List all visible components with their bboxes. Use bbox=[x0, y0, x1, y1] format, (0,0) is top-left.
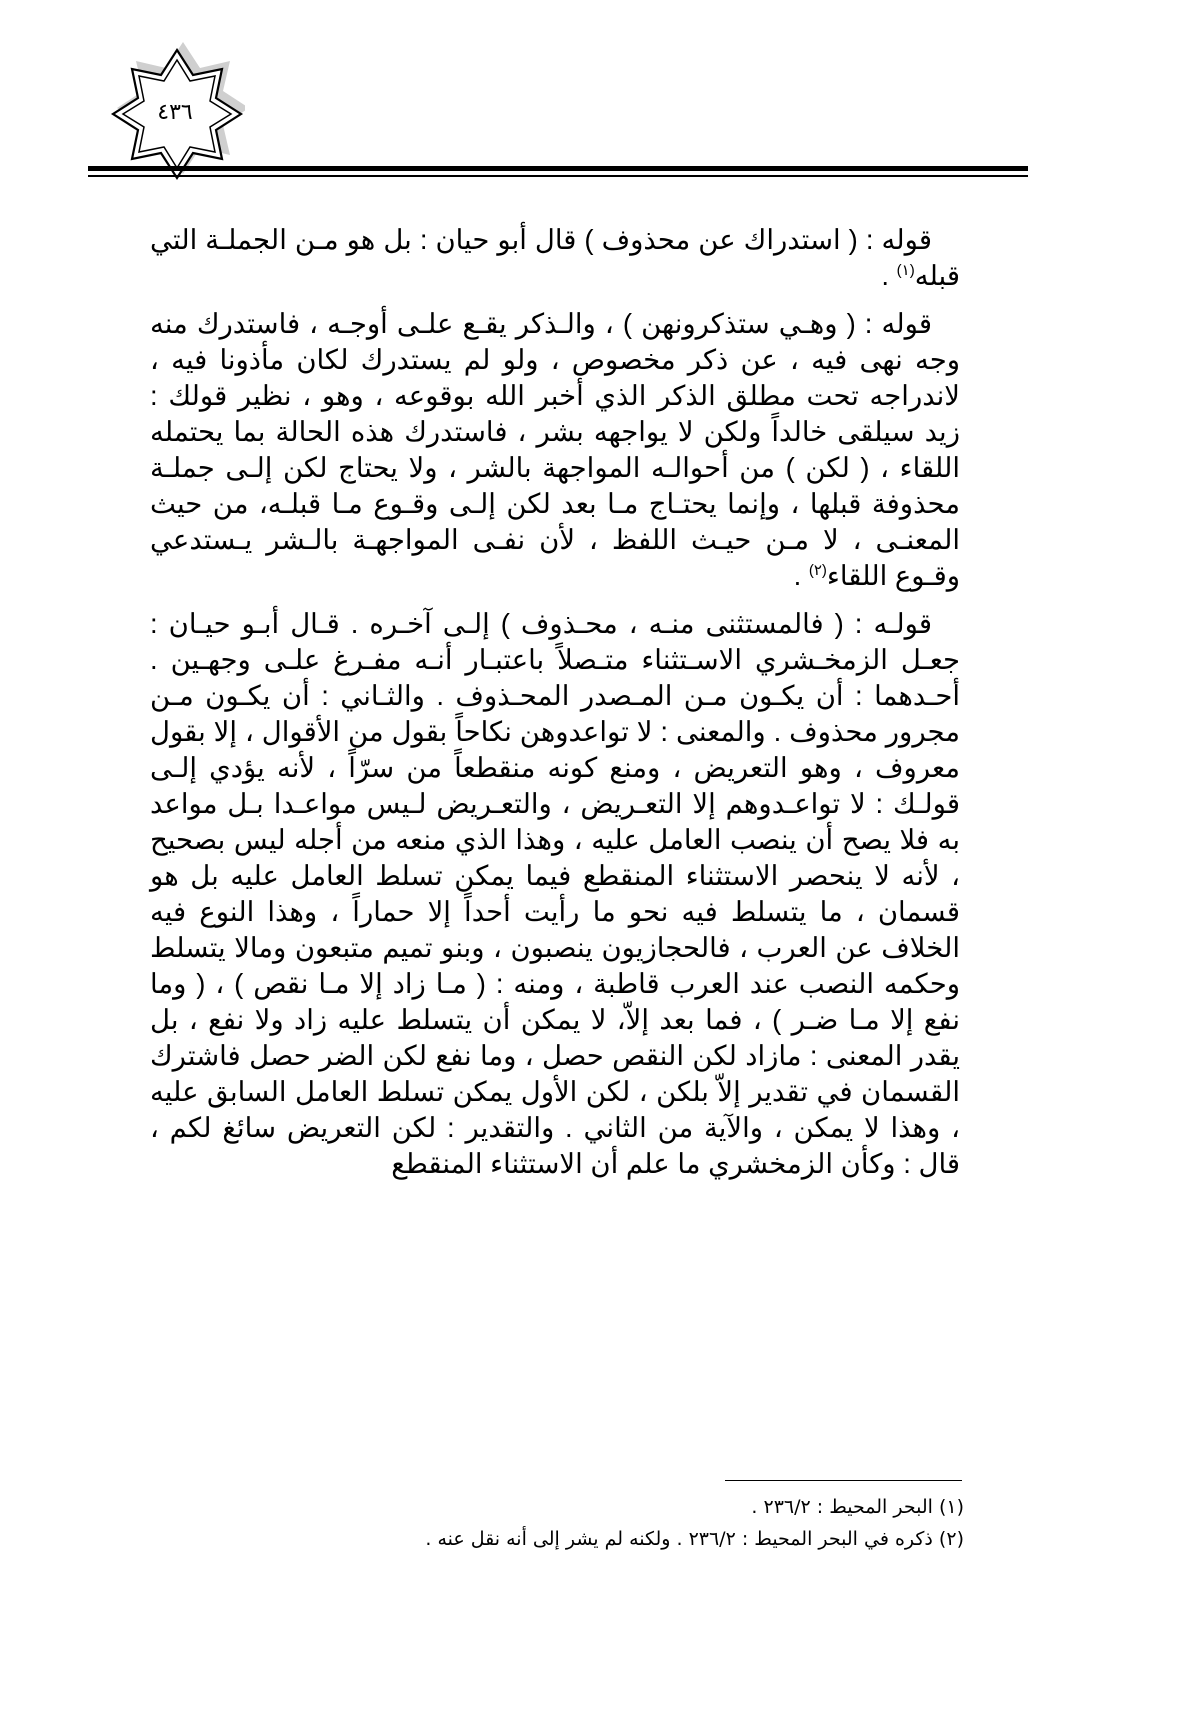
paragraph-end: . bbox=[793, 560, 809, 591]
footnote: (٢) ذكره في البحر المحيط : ٢٣٦/٢ . ولكنه لم يشر إلى أنه نقل عنه . bbox=[425, 1528, 964, 1550]
footnote-separator bbox=[725, 1480, 962, 1481]
paragraph bbox=[150, 222, 960, 294]
header-rule-thin bbox=[88, 175, 1028, 177]
body-text bbox=[150, 222, 960, 1194]
footnote: (١) البحر المحيط : ٢٣٦/٢ . bbox=[751, 1496, 964, 1518]
page-number-badge bbox=[105, 42, 245, 182]
paragraph-text: قولـه : ( فالمستثنى منـه ، محـذوف ) إلـى آخـره . قـال أبـو حيـان : جعـل الزمخـشري الاسـتثناء متـصلاً باعتبـار أنـه مفـرغ علـى وجهـين . أحـدهما : أن يكـون مـن المـصدر المحـذوف . والثـاني : أن يكـون مـن مجرور محذوف . والمعنى : لا تواعدوهن نكاحاً بقول من الأقوال ، إلا بقول معروف ، وهو التعريض ، ومنع كونه منقطعاً من سرّاً ، لأنه يؤدي إلـى قولـك : لا تواعـدوهم إلا التعـريض ، والتعـريض لـيس مواعـدا بـل مواعد به فلا يصح أن ينصب العامل عليه ، وهذا الذي منعه من أجله ليس بصحيح ، لأنه لا ينحصر الاستثناء المنقطع فيما يمكن تسلط العامل عليه بل هو قسمان ، ما يتسلط فيه نحو ما رأيت أحداً إلا حماراً ، وهذا النوع فيه الخلاف عن العرب ، فالحجازيون ينصبون ، وبنو تميم متبعون ومالا يتسلط وحكمه النصب عند العرب قاطبة ، ومنه : ( مـا زاد إلا مـا نقص ) ، ( وما نفع إلا مـا ضـر ) ، فما بعد إلاّ، لا يمكن أن يتسلط عليه زاد ولا نفع ، بل يقدر المعنى : مازاد لكن النقص حصل ، وما نفع لكن الضر حصل فاشترك القسمان في تقدير إلاّ بلكن ، لكن الأول يمكن تسلط العامل السابق عليه ، وهذا لا يمكن ، والآية من الثاني . والتقدير : لكن التعريض سائغ لكم ، قال : وكأن الزمخشري ما علم أن الاستثناء المنقطع bbox=[150, 608, 960, 1179]
page-number: ٤٣٦ bbox=[157, 99, 193, 125]
header-rule-thick bbox=[88, 166, 1028, 171]
paragraph-text: قوله : ( استدراك عن محذوف ) قال أبو حيان : بل هو مـن الجملـة التي قبله bbox=[150, 224, 960, 291]
paragraph bbox=[150, 306, 960, 594]
paragraph-end: . bbox=[881, 260, 897, 291]
paragraph bbox=[150, 606, 960, 1182]
paragraph-text: قوله : ( وهـي ستذكرونهن ) ، والـذكر يقـع علـى أوجـه ، فاستدرك منه وجه نهى فيه ، عن ذكر مخصوص ، ولو لم يستدرك لكان مأذونا فيه ، لاندراجه تحت مطلق الذكر الذي أخبر الله بوقوعه ، وهو ، نظير قولك : زيد سيلقى خالداً ولكن لا يواجهه بشر ، فاستدرك هذه الحالة بما يحتمله اللقاء ، ( لكن ) من أحوالـه المواجهة بالشر ، ولا يحتاج لكن إلـى جملـة محذوفة قبلها ، وإنما يحتـاج مـا بعد لكن إلـى وقـوع مـا قبلـه، من حيث المعنـى ، لا مـن حيـث اللفظ ، لأن نفـى المواجهـة بالـشر يـستدعي وقـوع اللقاء bbox=[150, 308, 960, 591]
footnote-ref: (٢) bbox=[808, 561, 827, 579]
footnote-ref: (١) bbox=[896, 261, 915, 279]
footnotes bbox=[364, 1491, 964, 1555]
